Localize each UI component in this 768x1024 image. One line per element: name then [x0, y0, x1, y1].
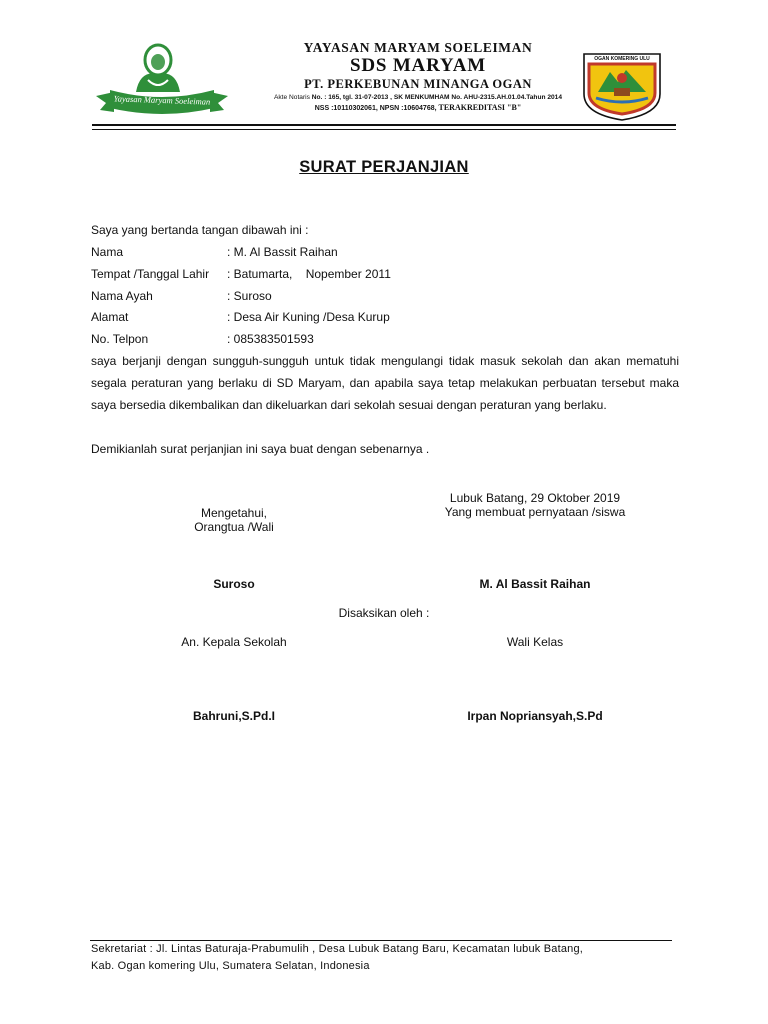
parent-name: Suroso	[213, 577, 255, 591]
footer-divider	[90, 940, 672, 941]
field-label-father: Nama Ayah	[91, 289, 153, 303]
field-label-birth: Tempat /Tanggal Lahir	[91, 267, 210, 281]
parent-signature-heading-1: Mengetahui,	[200, 506, 268, 520]
field-label-phone: No. Telpon	[91, 332, 149, 346]
nss-npsn: NSS :10110302061, NPSN :10604768,	[314, 105, 437, 112]
letterhead-text-block	[230, 40, 606, 114]
homeroom-teacher-name: Irpan Nopriansyah,S.Pd	[467, 709, 603, 723]
field-value-birth: : Batumarta, Nopember 2011	[227, 267, 391, 281]
letterhead-divider-thin	[92, 129, 676, 130]
company-name: PT. PERKEBUNAN MINANGA OGAN	[304, 77, 532, 91]
school-name: SDS MARYAM	[350, 55, 486, 76]
legal-line	[230, 93, 606, 103]
letterhead-divider-thick	[92, 124, 676, 126]
footer-address-line-2: Kab. Ogan komering Ulu, Sumatera Selatan, Indonesia	[91, 960, 370, 972]
field-label-name: Nama	[91, 245, 124, 259]
legal-details: No. : 165, tgl. 31-07-2013 , SK MENKUMHAM No. AHU-2315.AH.01.04.Tahun 2014	[311, 94, 563, 101]
regency-seal-text: OGAN KOMERING ULU	[594, 56, 650, 62]
accreditation: TERAKREDITASI "B"	[438, 103, 522, 112]
principal-name: Bahruni,S.Pd.I	[192, 709, 275, 723]
closing-line: Demikianlah surat perjanjian ini saya buat dengan sebenarnya .	[91, 442, 430, 456]
homeroom-teacher-role: Wali Kelas	[506, 635, 564, 649]
statement-paragraph: saya berjanji dengan sungguh-sungguh untuk tidak mengulangi tidak masuk sekolah dan akan mematuhi segala peraturan yang berlaku di SD Maryam, dan apabila saya tetap melakukan perbuatan tersebut maka saya bersedia dikembalikan dan dikeluarkan dari sekolah sesuai dengan peraturan yang berlaku.	[91, 354, 679, 412]
footer-address-line-1: Sekretariat : Jl. Lintas Baturaja-Prabumulih , Desa Lubuk Batang Baru, Kecamatan lubuk Batang,	[91, 943, 584, 955]
student-signature-heading: Yang membuat pernyataan /siswa	[444, 505, 626, 519]
legal-label: Akte Notaris	[273, 94, 310, 101]
regency-seal	[580, 48, 664, 122]
intro-line: Saya yang bertanda tangan dibawah ini :	[91, 223, 309, 237]
field-value-phone: : 085383501593	[227, 332, 314, 346]
foundation-name: YAYASAN MARYAM SOELEIMAN	[303, 40, 533, 55]
witness-heading: Disaksikan oleh :	[338, 606, 430, 620]
field-value-father: : Suroso	[227, 289, 272, 303]
student-name: M. Al Bassit Raihan	[479, 577, 591, 591]
foundation-logo	[92, 40, 232, 120]
principal-role: An. Kepala Sekolah	[181, 635, 287, 649]
place-date: Lubuk Batang, 29 Oktober 2019	[449, 491, 621, 505]
field-value-name: : M. Al Bassit Raihan	[227, 245, 338, 259]
document-title: SURAT PERJANJIAN	[299, 158, 469, 176]
nss-line	[230, 103, 606, 114]
foundation-logo-graphic	[92, 40, 232, 120]
foundation-logo-text: Yayasan Maryam Soeleiman	[113, 93, 211, 107]
field-value-address: : Desa Air Kuning /Desa Kurup	[227, 310, 390, 324]
field-label-address: Alamat	[91, 310, 129, 324]
parent-signature-heading-2: Orangtua /Wali	[194, 520, 274, 534]
